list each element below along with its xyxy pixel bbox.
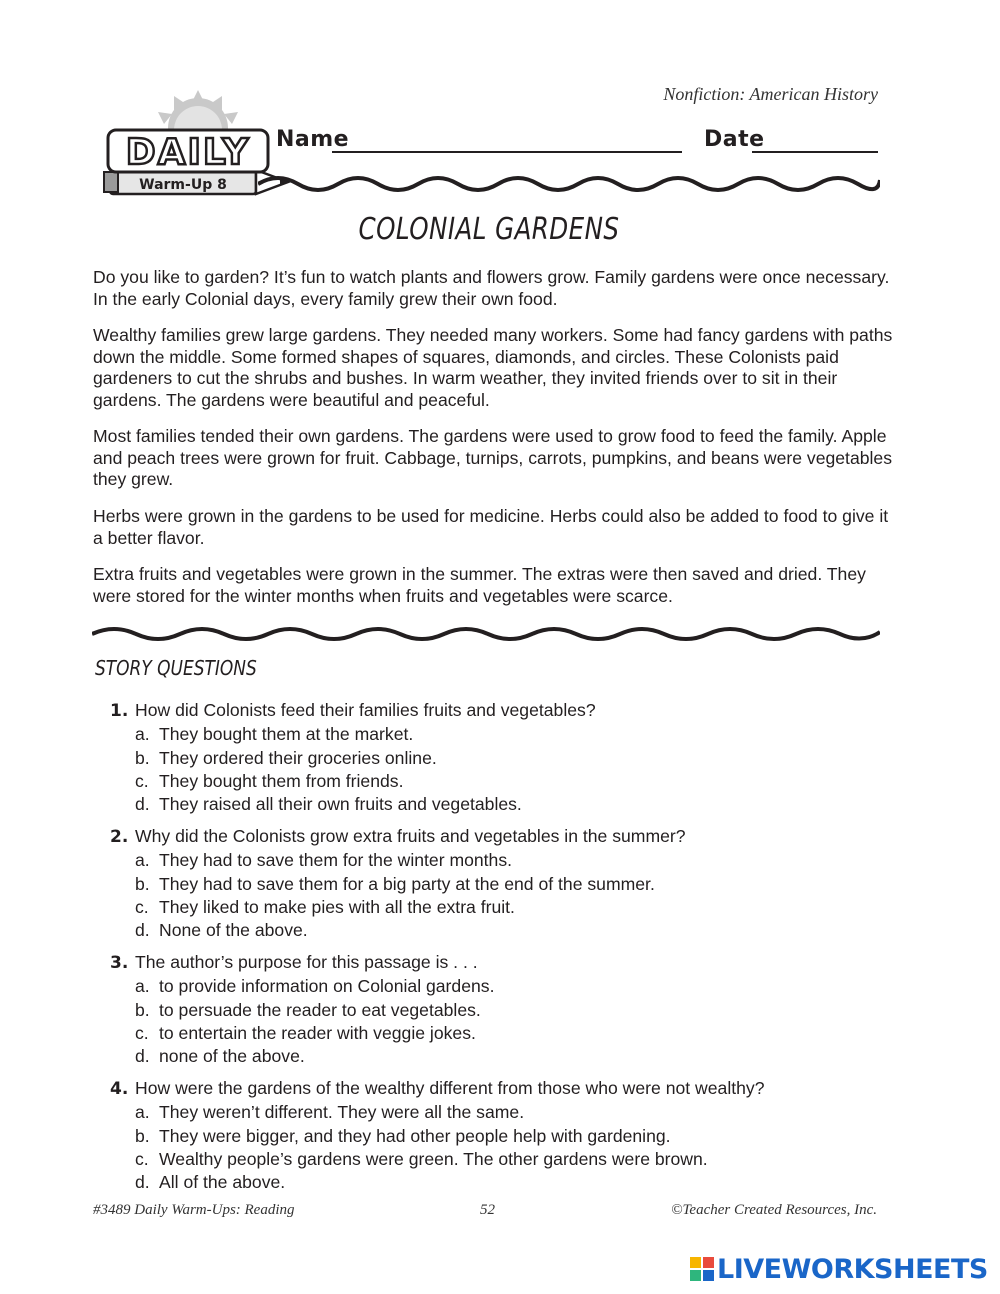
answer-option[interactable]: b. They had to save them for a big party at the end of the summer. — [135, 873, 655, 894]
liveworksheets-logo-icon — [690, 1257, 714, 1281]
name-label: Name — [276, 127, 350, 152]
page-number: 52 — [480, 1202, 495, 1218]
question-block — [110, 825, 890, 942]
question-number: 3. — [110, 953, 129, 973]
question-block — [110, 951, 890, 1068]
answer-option[interactable]: c. to entertain the reader with veggie jokes. — [135, 1022, 476, 1043]
page-title: COLONIAL GARDENS — [358, 212, 620, 247]
question-number: 4. — [110, 1079, 129, 1099]
answer-option[interactable]: a. They bought them at the market. — [135, 724, 414, 745]
passage-paragraph: Do you like to garden? It’s fun to watch plants and flowers grow. Family gardens were once necessary. In the early Colonial days, every family grew their own food. — [93, 267, 890, 309]
answer-option[interactable]: b. They were bigger, and they had other people help with gardening. — [135, 1125, 671, 1146]
answer-option[interactable]: d. They raised all their own fruits and vegetables. — [135, 794, 522, 815]
category-label: Nonfiction: American History — [663, 84, 878, 104]
question-text: How were the gardens of the wealthy different from those who were not wealthy? — [135, 1078, 765, 1098]
passage-paragraph: Most families tended their own gardens. The gardens were used to grow food to feed the family. Apple and peach trees were grown for fruit. Cabbage, turnips, carrots, pumpkins, and beans were vegetables they grew. — [93, 426, 893, 490]
logo-sub: Warm-Up 8 — [139, 177, 227, 193]
passage-paragraph: Herbs were grown in the gardens to be used for medicine. Herbs could also be added to food to give it a better flavor. — [93, 506, 889, 548]
decorative-wave-divider — [92, 622, 880, 648]
passage-paragraph: Extra fruits and vegetables were grown in the summer. The extras were then saved and dried. They were stored for the winter months when fruits and vegetables were scarce. — [93, 564, 866, 606]
brand-name: LIVEWORKSHEETS — [717, 1253, 988, 1285]
answer-option[interactable]: b. They ordered their groceries online. — [135, 747, 437, 768]
answer-option[interactable]: c. They bought them from friends. — [135, 770, 404, 791]
footer-book-title: #3489 Daily Warm-Ups: Reading — [93, 1202, 295, 1218]
answer-option[interactable]: c. They liked to make pies with all the extra fruit. — [135, 896, 515, 917]
question-block — [110, 1077, 890, 1194]
footer-copyright: ©Teacher Created Resources, Inc. — [671, 1202, 877, 1218]
answer-option[interactable]: b. to persuade the reader to eat vegetables. — [135, 999, 481, 1020]
logo-word: DAILY — [125, 132, 251, 173]
answer-option[interactable]: a. They had to save them for the winter months. — [135, 850, 513, 871]
question-text: How did Colonists feed their families fruits and vegetables? — [135, 700, 596, 720]
question-text: Why did the Colonists grow extra fruits and vegetables in the summer? — [135, 826, 686, 846]
answer-option[interactable]: c. Wealthy people’s gardens were green. The other gardens were brown. — [135, 1148, 708, 1169]
answer-option[interactable]: a. to provide information on Colonial gardens. — [135, 976, 495, 997]
date-label: Date — [704, 127, 765, 152]
questions-heading: STORY QUESTIONS — [95, 656, 257, 680]
question-number: 1. — [110, 701, 129, 721]
question-number: 2. — [110, 827, 129, 847]
liveworksheets-brand[interactable] — [690, 1252, 988, 1286]
date-field[interactable] — [752, 151, 878, 153]
question-text: The author’s purpose for this passage is . . . — [135, 952, 478, 972]
answer-option[interactable]: d. none of the above. — [135, 1046, 305, 1067]
passage-paragraph: Wealthy families grew large gardens. They needed many workers. Some had fancy gardens with paths down the middle. Some formed shapes of squares, diamonds, and circles. These Colonists paid gardeners to cut the shrubs and bushes. In warm weather, they invited friends over to sit in their gardens. The gardens were beautiful and peaceful. — [93, 325, 893, 410]
name-field[interactable] — [332, 151, 682, 153]
answer-option[interactable]: d. None of the above. — [135, 920, 308, 941]
answer-option[interactable]: a. They weren’t different. They were all the same. — [135, 1102, 525, 1123]
answer-option[interactable]: d. All of the above. — [135, 1172, 286, 1193]
decorative-wave-divider — [258, 168, 880, 194]
question-block — [110, 699, 890, 816]
